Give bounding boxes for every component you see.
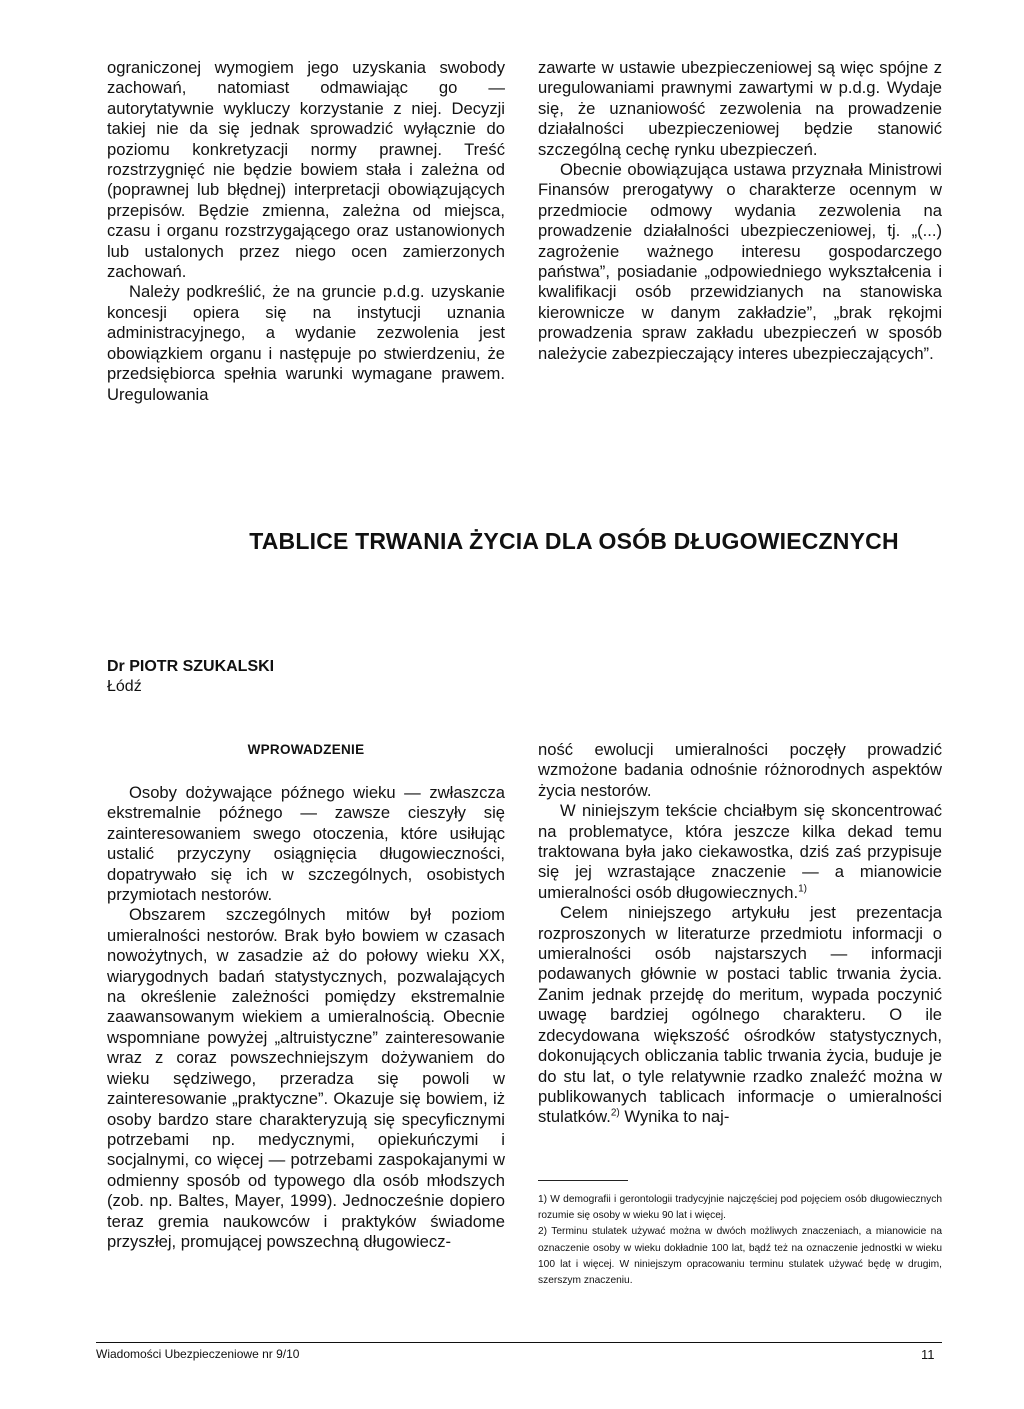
footer-journal: Wiadomości Ubezpieczeniowe nr 9/10 (96, 1347, 300, 1361)
paragraph: Obecnie obowiązująca ustawa przyznała Ministrowi Finansów prerogatywy o charakterze ocennym w przedmiocie odmowy wydania zezwolenia na prowadzenie działalności ubezpieczeniowej, tj. „(...) zagrożenie ważnego interesu gospodarczego państwa”, posiadanie „odpowiedniego wykształcenia i kwalifikacji osób przewidzianych na stanowiska kierownicze w danym zakładzie”, „brak rękojmi prowadzenia spraw zakładu ubezpieczeń w sposób należycie zabezpieczający interes ubezpieczających”. (538, 160, 942, 363)
paragraph: ograniczonej wymogiem jego uzyskania swobody zachowań, natomiast odmawiając go — autorytatywnie wykluczy korzystanie z niej. Decyzji takiej nie da się jednak sprowadzić wyłącznie do poziomu konkretyzacji normy prawnej. Treść rozstrzygnięć nie będzie bowiem stała i zależna od (poprawnej lub błędnej) interpretacji obowiązujących przepisów. Będzie zmienna, zależna od miejsca, czasu i organu rozstrzygającego oraz ustanowionych lub ustalonych przez niego ocen zamierzonych zachowań. (107, 58, 505, 282)
footnotes (538, 1192, 942, 1289)
footnote-ref[interactable]: 1) (798, 883, 808, 895)
paragraph: Obszarem szczególnych mitów był poziom umieralności nestorów. Brak było bowiem w czasach nowożytnych, w zasadzie aż do połowy wieku XX, wiarygodnych badań statystycznych, pozwalających na określenie zależności pomiędzy ekstremalnie zaawansowanym wiekiem a umieralnością. Obecnie wspomniane powyżej „altruistyczne” zainteresowanie wraz z coraz powszechniejszym dożywaniem do wieku sędziwego, przeradza się powoli w zainteresowanie „praktyczne”. Okazuje się bowiem, iż osoby bardzo stare charakteryzują się specyficznymi potrzebami np. medycznymi, opiekuńczymi i socjalnymi, co więcej — potrzebami zaspokajanymi w odmienny sposób od typowego dla osób młodszych (zob. np. Baltes, Mayer, 1999). Jednocześnie dopiero teraz gremia naukowców i praktyków świadome przyszłej, promującej powszechną długowiecz- (107, 905, 505, 1251)
paragraph (538, 801, 942, 903)
paragraph-text: Celem niniejszego artykułu jest prezentacja rozproszonych w literaturze przedmiotu informacji o umieralności osób najstarszych — informacji podawanych głównie w postaci tablic trwania życia. Zanim jednak przejdę do meritum, wypada poczynić uwagę bardziej ogólnego charakteru. O ile zdecydowana większość ośrodków statystycznych, dokonujących obliczania tablic trwania życia, buduje je do stu lat, o tyle relatywnie rzadko znaleźć można w publikowanych tablicach informacje o umieralności stulatków. (538, 903, 942, 1127)
section-heading: WPROWADZENIE (247, 742, 365, 757)
paragraph-text: Wynika to naj- (619, 1107, 730, 1127)
paragraph: zawarte w ustawie ubezpieczeniowej są więc spójne z uregulowaniami prawnymi zawartymi w p.d.g. Wydaje się, że uznaniowość zezwolenia na prowadzenie działalności ubezpieczeniowej będzie stanowić szczególną cechę rynku ubezpieczeń. (538, 58, 942, 159)
paragraph-text: W niniejszym tekście chciałbym się skoncentrować na problematyce, która jeszcze kilka dekad temu traktowana była jako ciekawostka, dziś zaś przypisuje się jej wzrastające znaczenie — a mianowicie umieralności osób długowiecznych. (538, 801, 942, 902)
page-number: 11 (921, 1347, 935, 1362)
footnote-divider (538, 1180, 628, 1181)
bottom-left-column (107, 783, 505, 1252)
bottom-right-column (538, 740, 942, 1128)
paragraph (538, 903, 942, 1127)
top-right-column (538, 58, 942, 364)
footnote: 2) Terminu stulatek używać można w dwóch możliwych znaczeniach, a mianowicie na oznaczenie osoby w wieku dokładnie 100 lat, bądź też na oznaczenie jednostki w wieku 100 lat i więcej. W niniejszym opracowaniu terminu stulatek używać będę w drugim, szerszym znaczeniu. (538, 1226, 942, 1287)
paragraph: ność ewolucji umieralności poczęły prowadzić wzmożone badania odnośnie różnorodnych aspektów życia nestorów. (538, 740, 942, 800)
article-title: TABLICE TRWANIA ŻYCIA DLA OSÓB DŁUGOWIECZNYCH (249, 528, 899, 554)
paragraph: Należy podkreślić, że na gruncie p.d.g. uzyskanie koncesji opiera się na instytucji uznania administracyjnego, a wydanie zezwolenia jest obowiązkiem organu i następuje po stwierdzeniu, że przedsiębiorca spełnia warunki wymagane prawem. Uregulowania (107, 282, 505, 404)
top-left-column (107, 58, 505, 405)
author-block (107, 657, 274, 697)
author-city: Łódź (107, 678, 142, 695)
footer-divider (96, 1342, 942, 1343)
paragraph: Osoby dożywające późnego wieku — zwłaszcza ekstremalnie późnego — zawsze cieszyły się zainteresowaniem swego otoczenia, które usiłując ustalić przyczyny osiągnięcia długowieczności, dopatrywało się ich w szczególnych, osobistych przymiotach nestorów. (107, 783, 505, 905)
footnote: 1) W demografii i gerontologii tradycyjnie najczęściej pod pojęciem osób długowiecznych rozumie się osoby w wieku 90 lat i więcej. (538, 1194, 942, 1222)
footnote-ref[interactable]: 2) (610, 1107, 620, 1119)
author-name: Dr PIOTR SZUKALSKI (107, 658, 275, 675)
